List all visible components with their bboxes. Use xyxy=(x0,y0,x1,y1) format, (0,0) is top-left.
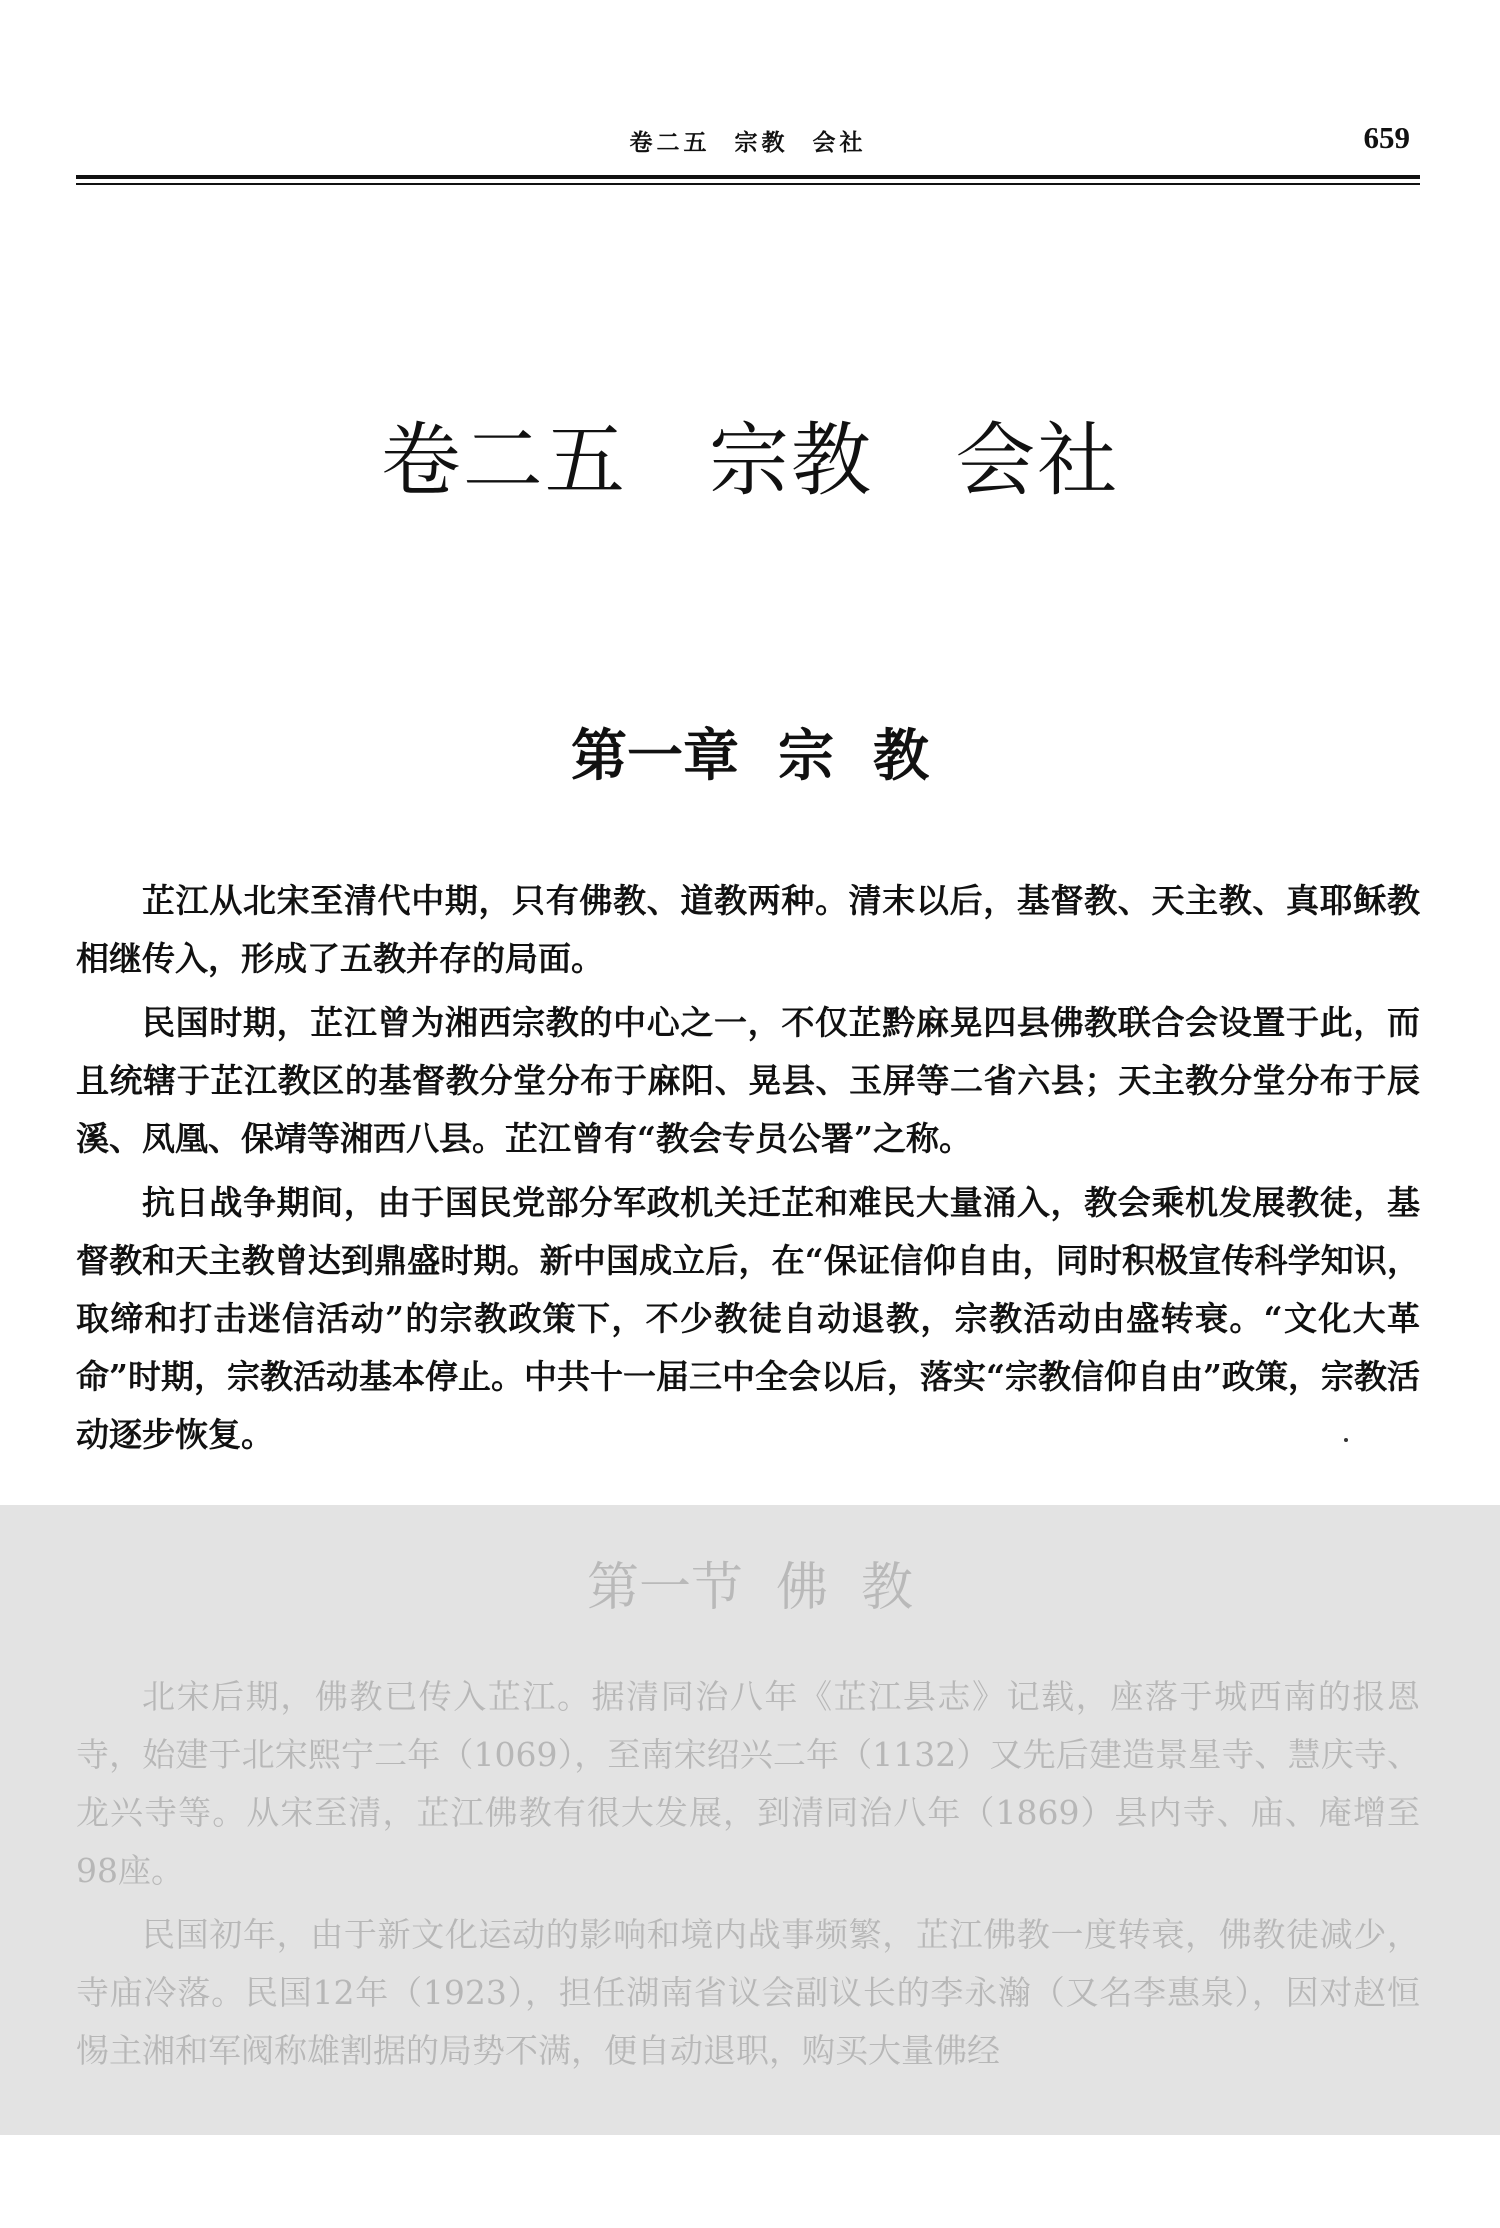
header-rule-thin xyxy=(76,183,1420,185)
intro-paragraph-1: 芷江从北宋至清代中期，只有佛教、道教两种。清末以后，基督教、天主教、真耶稣教相继传入，形成了五教并存的局面。 xyxy=(76,881,1420,978)
section-paragraph-2: 民国初年，由于新文化运动的影响和境内战事频繁，芷江佛教一度转衰，佛教徒减少，寺庙冷落。民国12年（1923），担任湖南省议会副议长的李永瀚（又名李惠泉），因对赵恒惕主湘和军阀称雄割据的局势不满，便自动退职，购买大量佛经 xyxy=(76,1915,1420,2070)
chapter-intro xyxy=(76,872,1420,1470)
chapter-title: 第一章 宗 教 xyxy=(571,724,929,789)
intro-paragraph-2: 民国时期，芷江曾为湘西宗教的中心之一，不仅芷黔麻晃四县佛教联合会设置于此，而且统辖于芷江教区的基督教分堂分布于麻阳、晃县、玉屏等二省六县；天主教分堂分布于辰溪、凤凰、保靖等湘西八县。芷江曾有“教会专员公署”之称。 xyxy=(76,1003,1420,1158)
section-paragraph-1: 北宋后期，佛教已传入芷江。据清同治八年《芷江县志》记载，座落于城西南的报恩寺，始建于北宋熙宁二年（1069），至南宋绍兴二年（1132）又先后建造景星寺、慧庆寺、龙兴寺等。从宋至清，芷江佛教有很大发展，到清同治八年（1869）县内寺、庙、庵增至98座。 xyxy=(76,1677,1420,1890)
intro-paragraph-3: 抗日战争期间，由于国民党部分军政机关迁芷和难民大量涌入，教会乘机发展教徒，基督教和天主教曾达到鼎盛时期。新中国成立后，在“保证信仰自由，同时积极宣传科学知识，取缔和打击迷信活动”的宗教政策下，不少教徒自动退教，宗教活动由盛转衰。“文化大革命”时期，宗教活动基本停止。中共十一届三中全会以后，落实“宗教信仰自由”政策，宗教活动逐步恢复。 xyxy=(76,1183,1420,1454)
stray-dot xyxy=(1344,1438,1348,1442)
header-rule-thick xyxy=(76,175,1420,179)
volume-title: 卷二五 宗教 会社 xyxy=(380,414,1120,507)
section-body xyxy=(76,1668,1420,2086)
running-header xyxy=(76,120,1420,170)
page-number: 659 xyxy=(1363,120,1410,155)
running-header-title: 卷二五 宗教 会社 xyxy=(629,129,867,156)
section-title: 第一节 佛 教 xyxy=(586,1558,914,1618)
